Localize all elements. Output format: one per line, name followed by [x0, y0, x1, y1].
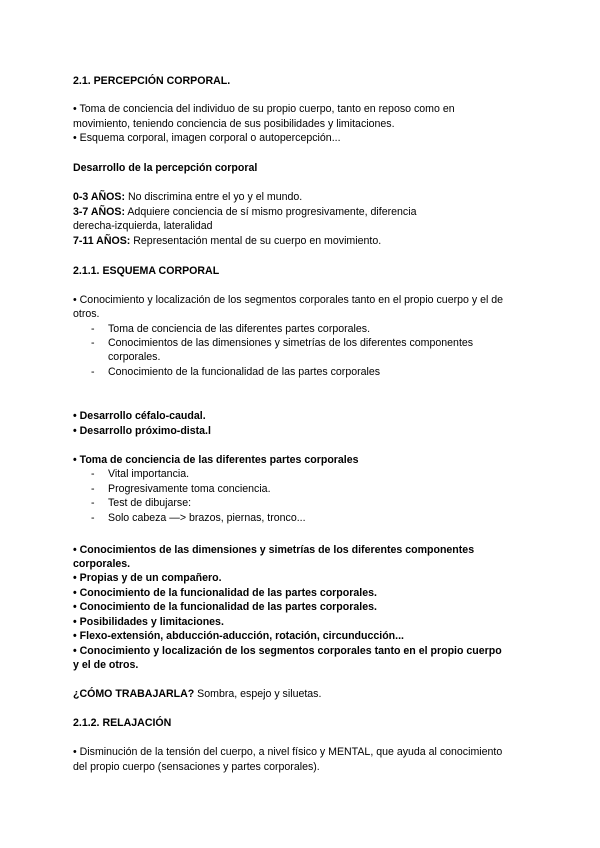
dash-marker: - [91, 512, 95, 524]
stage-text: Adquiere conciencia de sí mismo progresivamente, diferencia [125, 206, 417, 218]
section-title: 2.1. PERCEPCIÓN CORPORAL. [73, 75, 231, 87]
stage-age: 3-7 AÑOS: [73, 206, 125, 218]
relajacion-line-2: del propio cuerpo (sensaciones y partes corporales). [73, 761, 320, 773]
stage-age: 0-3 AÑOS: [73, 191, 125, 203]
stage-age: 7-11 AÑOS: [73, 235, 131, 247]
bold-bullet-continued: corporales. [73, 558, 131, 570]
bold-bullet: • Flexo-extensión, abducción-aducción, rotación, circunducción... [73, 630, 404, 642]
dash-marker: - [91, 366, 95, 378]
dash-text: corporales. [108, 351, 161, 363]
stage-7-11 [73, 234, 381, 249]
dash-marker: - [91, 468, 95, 480]
bold-bullet: • Desarrollo céfalo-caudal. [73, 410, 206, 422]
dash-text: Toma de conciencia de las diferentes partes corporales. [108, 323, 371, 335]
intro-bullet-1-line-2: movimiento, teniendo conciencia de sus posibilidades y limitaciones. [73, 118, 395, 130]
esquema-title: 2.1.1. ESQUEMA CORPORAL [73, 265, 220, 277]
stage-3-7-continued [73, 219, 213, 234]
dash-text: Vital importancia. [108, 468, 190, 480]
bold-bullet: • Desarrollo próximo-dista.l [73, 425, 211, 437]
bold-bullet: • Conocimientos de las dimensiones y simetrías de los diferentes componentes [73, 544, 475, 556]
dash-text: Progresivamente toma conciencia. [108, 483, 271, 495]
how-label: ¿CÓMO TRABAJARLA? [73, 688, 195, 700]
how-text: Sombra, espejo y siluetas. [194, 688, 322, 700]
stage-text: No discrimina entre el yo y el mundo. [125, 191, 303, 203]
dash-marker: - [91, 483, 95, 495]
dash-text: Test de dibujarse: [108, 497, 192, 509]
stage-text: Representación mental de su cuerpo en movimiento. [130, 235, 382, 247]
bold-bullet: • Conocimiento de la funcionalidad de las partes corporales. [73, 587, 377, 599]
esquema-bullet-line-2: otros. [73, 308, 100, 320]
dash-marker: - [91, 323, 95, 335]
bold-bullet: • Conocimiento y localización de los segmentos corporales tanto en el propio cuerpo [73, 645, 502, 657]
intro-bullet-1-line-1: • Toma de conciencia del individuo de su propio cuerpo, tanto en reposo como en [73, 103, 455, 115]
dash-marker: - [91, 497, 95, 509]
stage-0-3 [73, 190, 302, 205]
development-title: Desarrollo de la percepción corporal [73, 162, 258, 174]
dash-text: Conocimientos de las dimensiones y simetrías de los diferentes componentes [108, 337, 474, 349]
esquema-bullet-line-1: • Conocimiento y localización de los segmentos corporales tanto en el propio cuerpo y el de [73, 294, 504, 306]
dash-marker: - [91, 337, 95, 349]
how-to-work-line [73, 687, 321, 702]
toma-title: • Toma de conciencia de las diferentes partes corporales [73, 454, 359, 466]
intro-bullet-2: • Esquema corporal, imagen corporal o autopercepción... [73, 132, 341, 144]
stage-text: derecha-izquierda, lateralidad [73, 220, 213, 232]
relajacion-line-1: • Disminución de la tensión del cuerpo, a nivel físico y MENTAL, que ayuda al conocimiento [73, 746, 503, 758]
stage-3-7 [73, 205, 416, 220]
relajacion-title: 2.1.2. RELAJACIÓN [73, 717, 172, 729]
dash-text: Solo cabeza —> brazos, piernas, tronco... [108, 512, 306, 524]
bold-bullet-continued: y el de otros. [73, 659, 139, 671]
bold-bullet: • Propias y de un compañero. [73, 572, 222, 584]
bold-bullet: • Conocimiento de la funcionalidad de las partes corporales. [73, 601, 377, 613]
bold-bullet: • Posibilidades y limitaciones. [73, 616, 224, 628]
dash-text: Conocimiento de la funcionalidad de las partes corporales [108, 366, 381, 378]
